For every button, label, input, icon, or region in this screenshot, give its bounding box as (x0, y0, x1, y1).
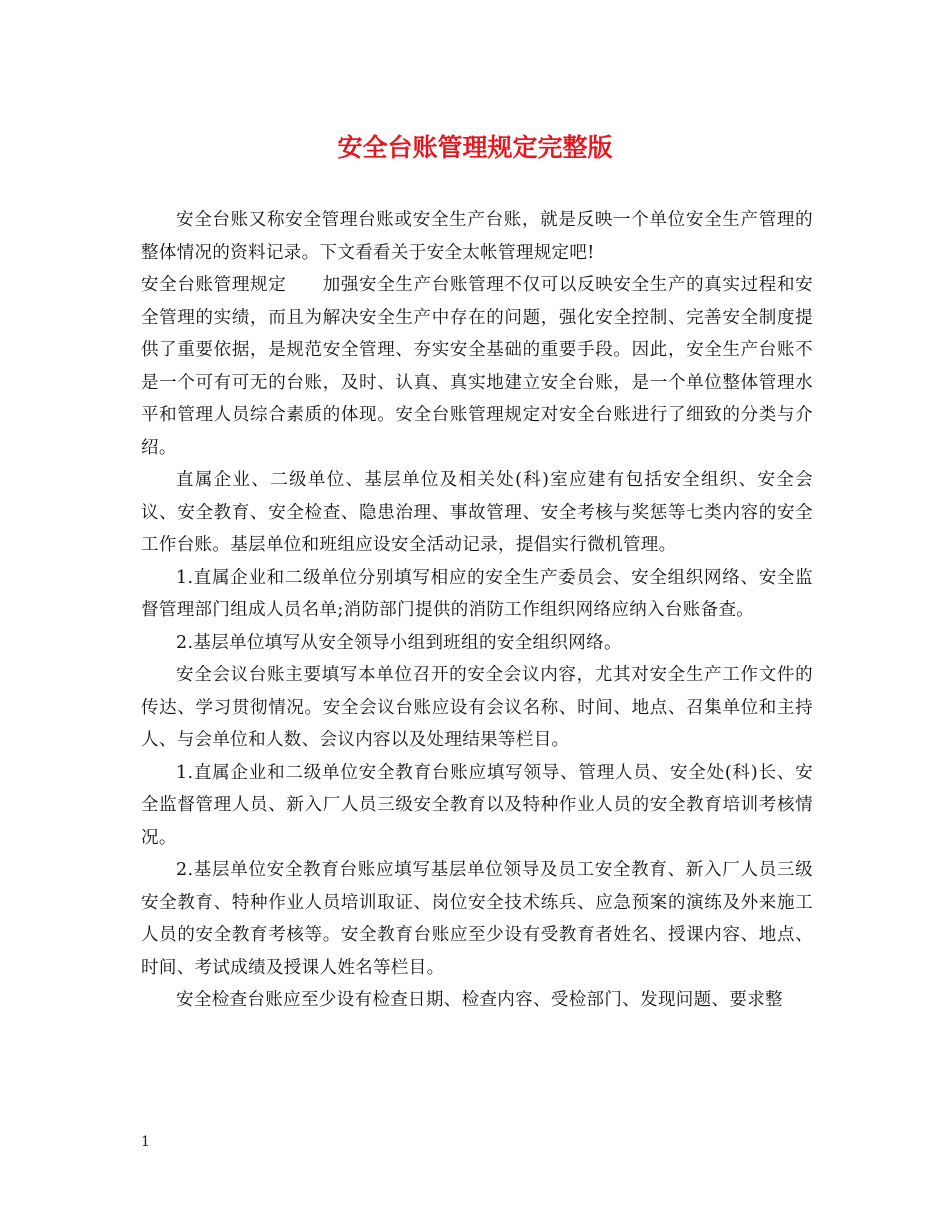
paragraph-organization-item-1: 1.直属企业和二级单位分别填写相应的安全生产委员会、安全组织网络、安全监督管理部门组成人员名单;消防部门提供的消防工作组织网络应纳入台账备查。 (141, 567, 813, 620)
document-title: 安全台账管理规定完整版 (337, 133, 613, 162)
paragraph-education-item-2: 2.基层单位安全教育台账应填写基层单位领导及员工安全教育、新入厂人员三级安全教育、特种作业人员培训取证、岗位安全技术练兵、应急预案的演练及外来施工人员的安全教育考核等。安全教育台账应至少设有受教育者姓名、授课内容、地点、时间、考试成绩及授课人姓名等栏目。 (141, 860, 813, 978)
paragraph-education-item-1: 1.直属企业和二级单位安全教育台账应填写领导、管理人员、安全处(科)长、安全监督管理人员、新入厂人员三级安全教育以及特种作业人员的安全教育培训考核情况。 (141, 762, 813, 848)
paragraph-organization-item-2: 2.基层单位填写从安全领导小组到班组的安全组织网络。 (176, 632, 622, 653)
paragraph-regulation-overview (141, 269, 813, 464)
paragraph-regulation-overview-text: 加强安全生产台账管理不仅可以反映安全生产的真实过程和安全管理的实绩，而且为解决安全生产中存在的问题，强化安全控制、完善安全制度提供了重要依据，是规范安全管理、夯实安全基础的重要手段。因此，安全生产台账不是一个可有可无的台账，及时、认真、真实地建立安全台账，是一个单位整体管理水平和管理人员综合素质的体现。安全台账管理规定对安全台账进行了细致的分类与介绍。 (141, 275, 813, 458)
section-lead-label: 安全台账管理规定 (141, 275, 287, 295)
page-number: 1 (141, 1134, 150, 1150)
document-body (141, 204, 813, 1017)
paragraph-intro: 安全台账又称安全管理台账或安全生产台账，就是反映一个单位安全生产管理的整体情况的资料记录。下文看看关于安全太帐管理规定吧! (141, 210, 813, 263)
paragraph-ledger-categories: 直属企业、二级单位、基层单位及相关处(科)室应建有包括安全组织、安全会议、安全教育、安全检查、隐患治理、事故管理、安全考核与奖惩等七类内容的安全工作台账。基层单位和班组应设安全活动记录，提倡实行微机管理。 (141, 470, 813, 555)
paragraph-meeting-ledger: 安全会议台账主要填写本单位召开的安全会议内容，尤其对安全生产工作文件的传达、学习贯彻情况。安全会议台账应设有会议名称、时间、地点、召集单位和主持人、与会单位和人数、会议内容以及处理结果等栏目。 (141, 665, 813, 750)
paragraph-inspection-ledger: 安全检查台账应至少设有检查日期、检查内容、受检部门、发现问题、要求整 (176, 990, 783, 1010)
